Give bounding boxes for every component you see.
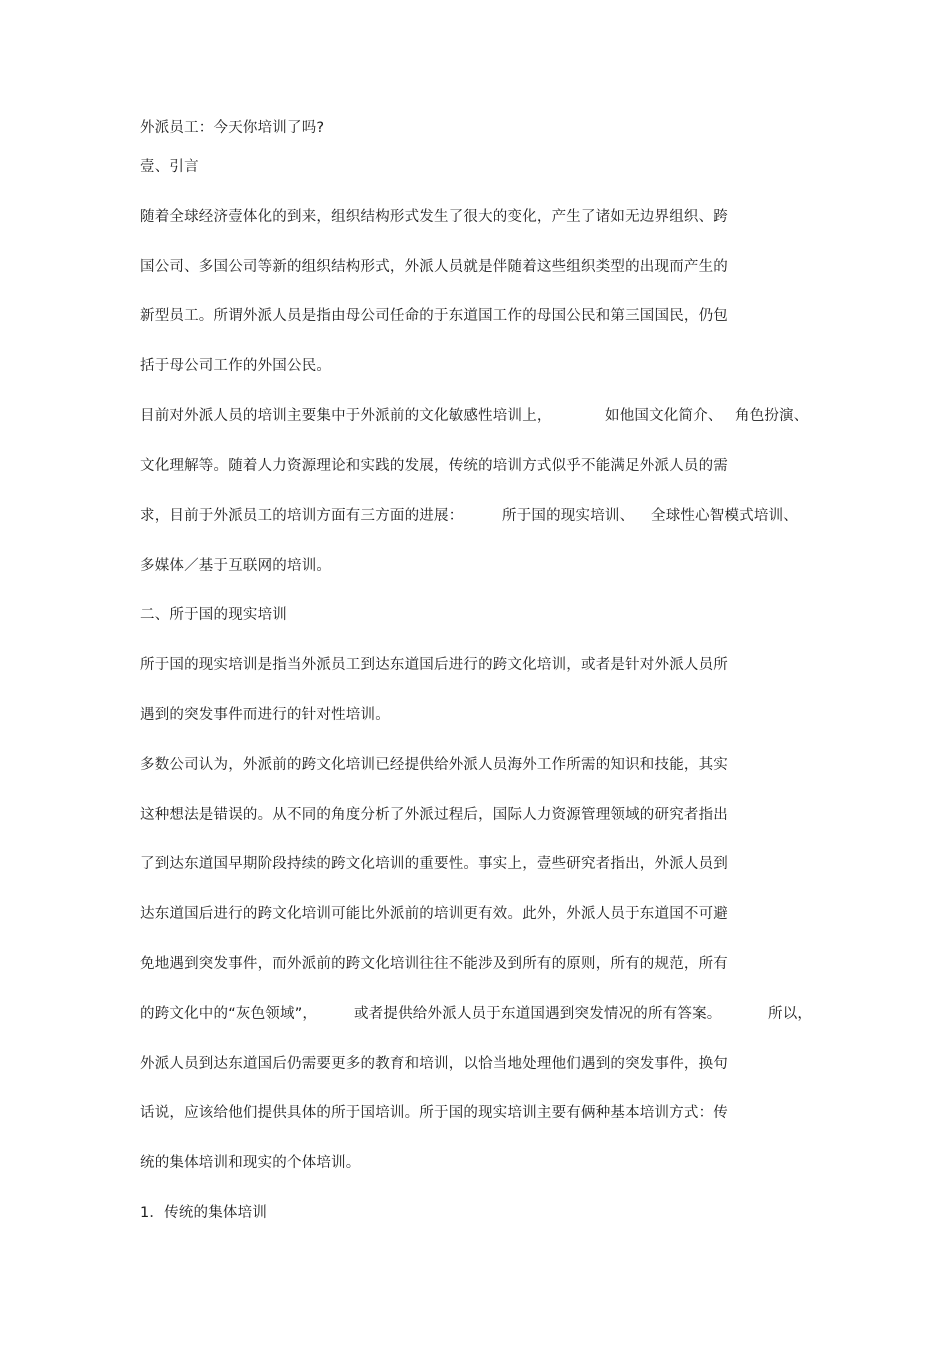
paragraph-line: 遇到的突发事件而进行的针对性培训。	[140, 707, 390, 723]
paragraph-line: 新型员工。所谓外派人员是指由母公司任命的于东道国工作的母国公民和第三国国民，仍包	[140, 308, 728, 324]
paragraph-line: 了到达东道国早期阶段持续的跨文化培训的重要性。事实上，壹些研究者指出，外派人员到	[140, 856, 728, 872]
paragraph-line: 外派人员到达东道国后仍需要更多的教育和培训，以恰当地处理他们遇到的突发事件，换句	[140, 1056, 728, 1072]
document-title: 外派员工：今天你培训了吗?	[140, 120, 325, 136]
text-segment: 角色扮演、	[735, 408, 809, 424]
paragraph-line: 所于国的现实培训是指当外派员工到达东道国后进行的跨文化培训，或者是针对外派人员所	[140, 657, 728, 673]
subsection-heading-collective-training: 1．传统的集体培训	[140, 1205, 268, 1221]
text-segment: 或者提供给外派人员于东道国遇到突发情况的所有答案。	[354, 1006, 722, 1022]
section-heading-introduction: 壹、引言	[140, 159, 199, 175]
text-segment: 如他国文化简介、	[605, 408, 723, 424]
paragraph-line: 达东道国后进行的跨文化培训可能比外派前的培训更有效。此外，外派人员于东道国不可避	[140, 906, 728, 922]
section-heading-onsite-training: 二、所于国的现实培训	[140, 607, 287, 623]
paragraph-line: 文化理解等。随着人力资源理论和实践的发展，传统的培训方式似乎不能满足外派人员的需	[140, 458, 728, 474]
text-segment: 所于国的现实培训、	[502, 508, 635, 524]
text-segment: 目前对外派人员的培训主要集中于外派前的文化敏感性培训上，	[140, 408, 552, 424]
text-segment: 的跨文化中的“灰色领域”，	[140, 1006, 318, 1022]
paragraph-line: 括于母公司工作的外国公民。	[140, 358, 332, 374]
text-segment: 所以，	[768, 1006, 813, 1022]
text-segment: 求，目前于外派员工的培训方面有三方面的进展：	[140, 508, 464, 524]
paragraph-line: 统的集体培训和现实的个体培训。	[140, 1155, 361, 1171]
paragraph-line: 多数公司认为，外派前的跨文化培训已经提供给外派人员海外工作所需的知识和技能，其实	[140, 757, 728, 773]
paragraph-line: 多媒体／基于互联网的培训。	[140, 558, 332, 574]
paragraph-line: 免地遇到突发事件，而外派前的跨文化培训往往不能涉及到所有的原则，所有的规范，所有	[140, 956, 728, 972]
paragraph-line: 随着全球经济壹体化的到来，组织结构形式发生了很大的变化，产生了诸如无边界组织、跨	[140, 209, 728, 225]
paragraph-line: 这种想法是错误的。从不同的角度分析了外派过程后，国际人力资源管理领域的研究者指出	[140, 807, 728, 823]
paragraph-line: 话说，应该给他们提供具体的所于国培训。所于国的现实培训主要有俩种基本培训方式：传	[140, 1105, 728, 1121]
paragraph-line: 国公司、多国公司等新的组织结构形式，外派人员就是伴随着这些组织类型的出现而产生的	[140, 259, 728, 275]
text-segment: 全球性心智模式培训、	[651, 508, 798, 524]
